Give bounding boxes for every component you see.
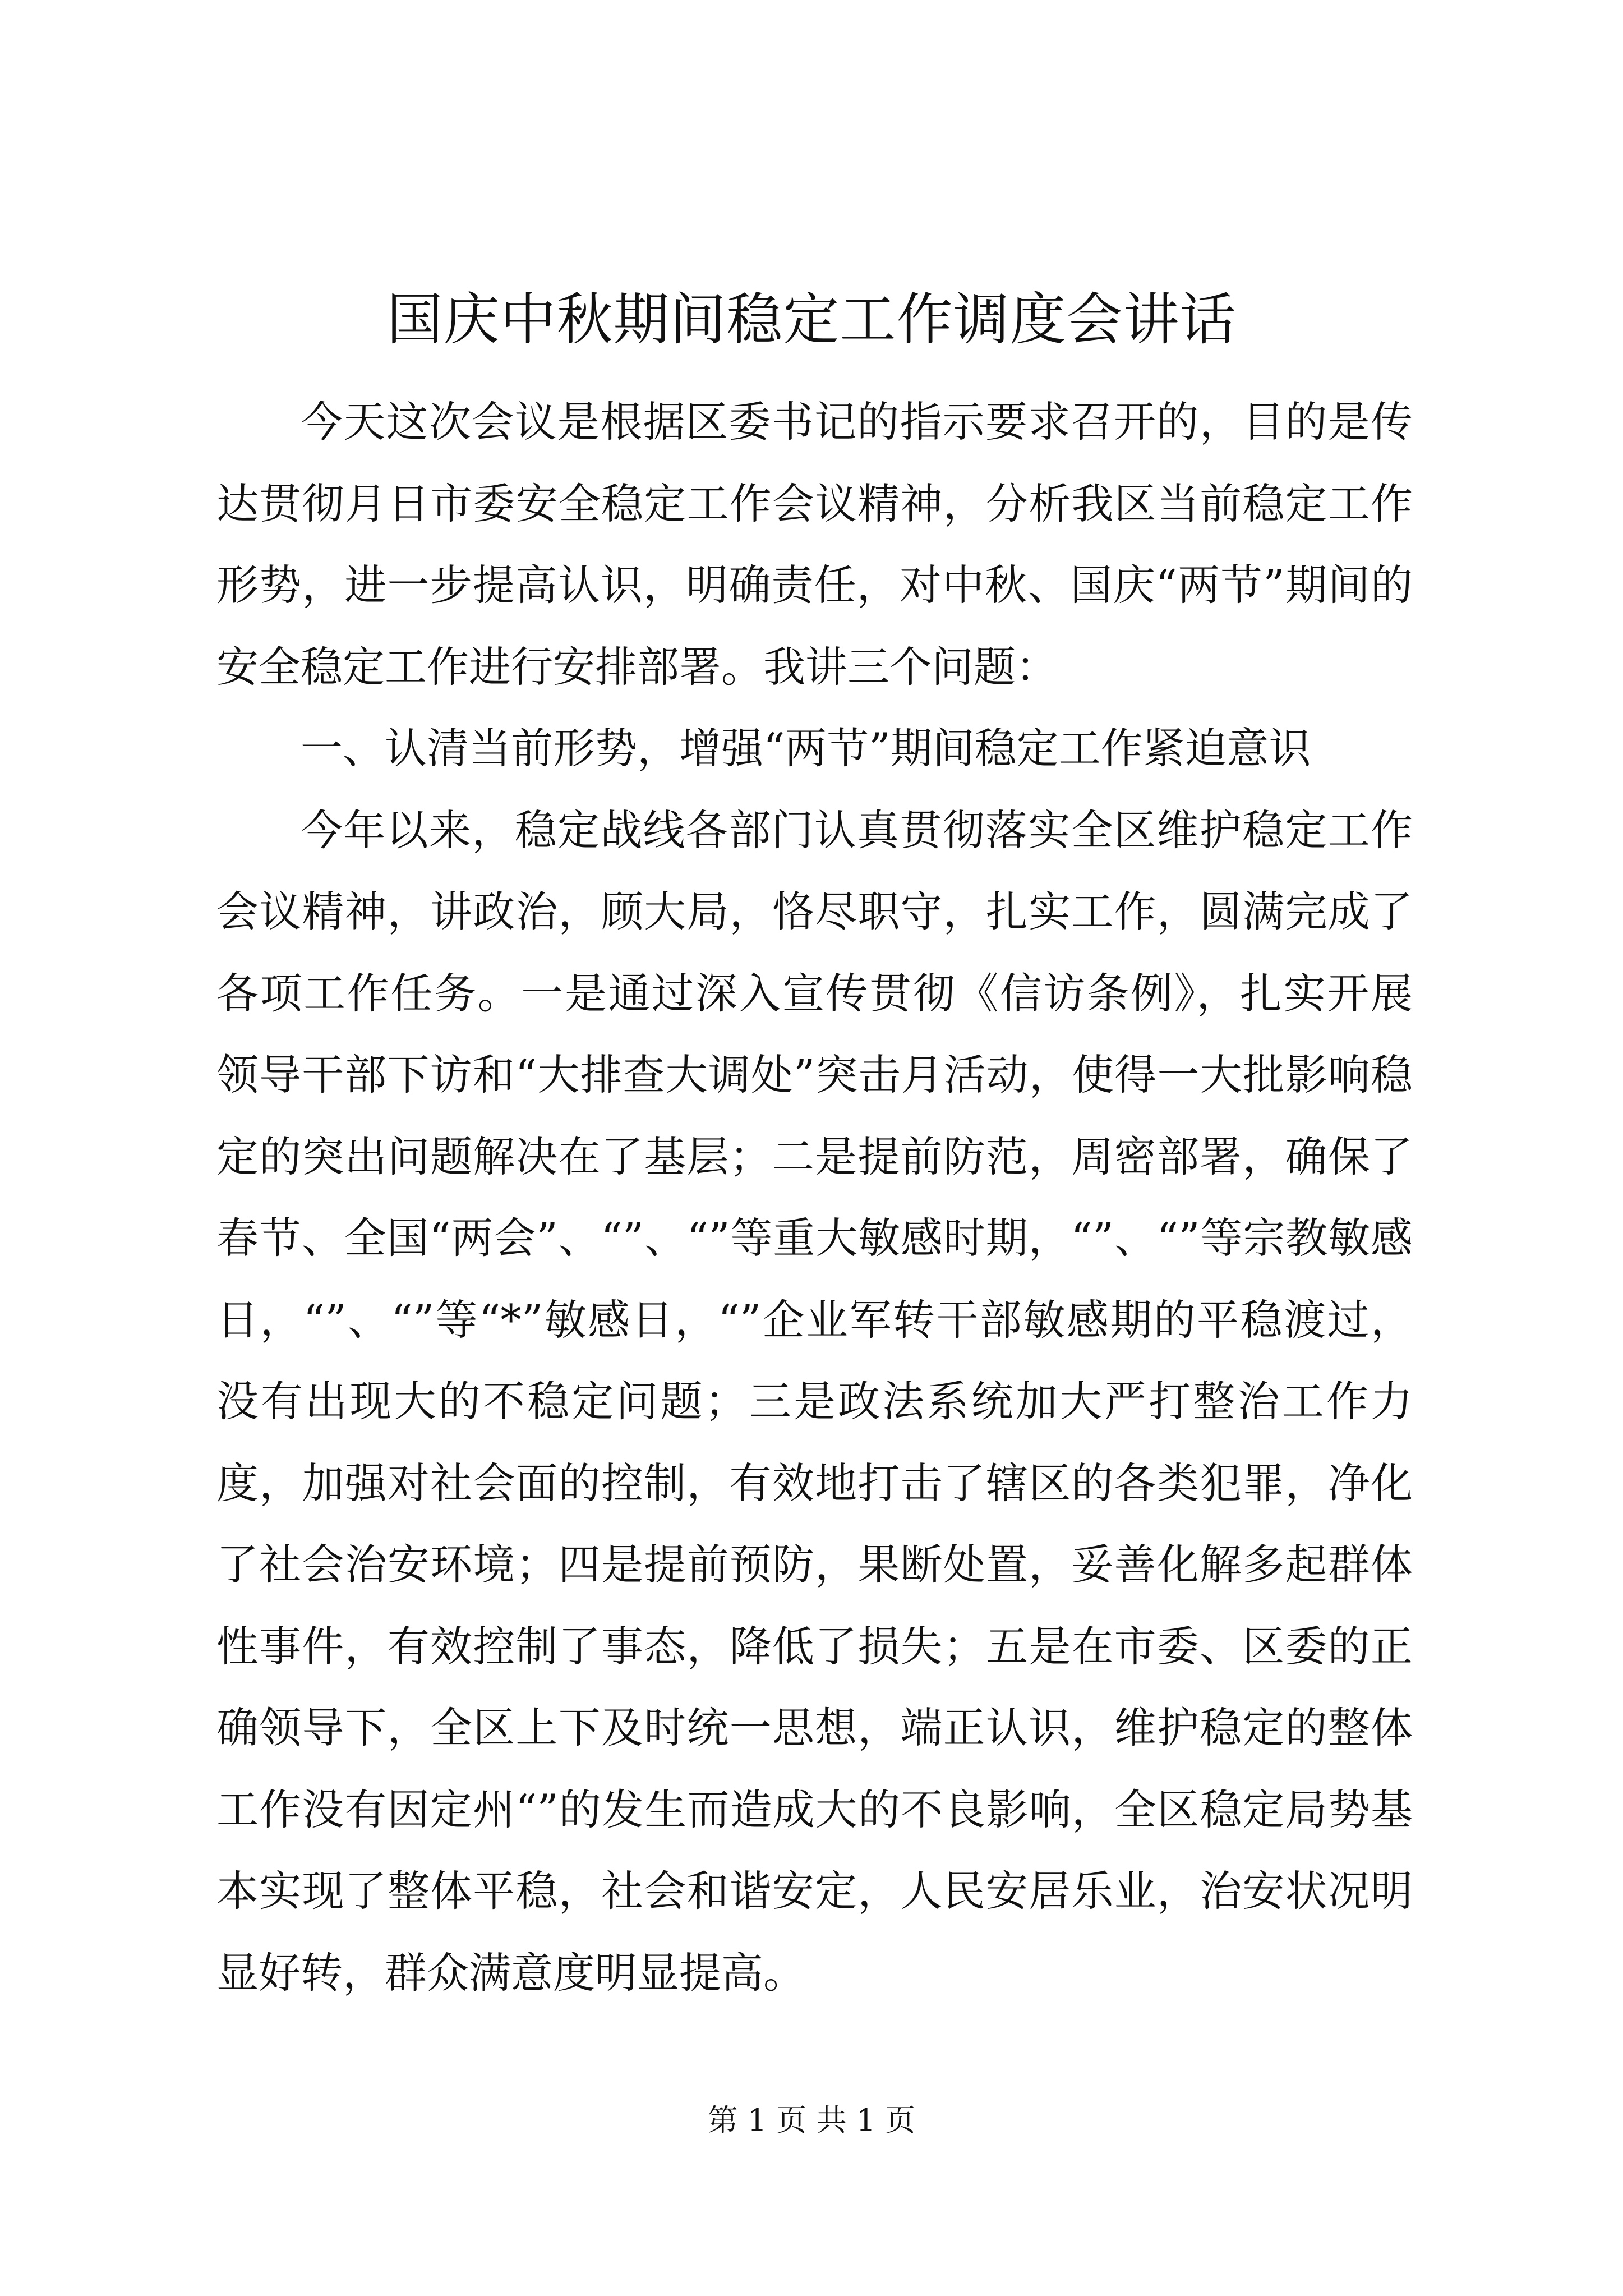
page-number-footer: 第 1 页 共 1 页 [707, 2102, 916, 2138]
paragraph-intro: 今天这次会议是根据区委书记的指示要求召开的，目的是传达贯彻月日市委安全稳定工作会议精神，分析我区当前稳定工作形势，进一步提高认识，明确责任，对中秋、国庆“两节”期间的安全稳定工作进行安排部署。我讲三个问题： [216, 397, 1413, 692]
paragraph-situation: 今年以来，稳定战线各部门认真贯彻落实全区维护稳定工作会议精神，讲政治，顾大局，恪尽职守，扎实工作，圆满完成了各项工作任务。一是通过深入宣传贯彻《信访条例》，扎实开展领导干部下访和“大排查大调处”突击月活动，使得一大批影响稳定的突出问题解决在了基层；二是提前防范，周密部署，确保了春节、全国“两会”、“”、“”等重大敏感时期，“”、“”等宗教敏感日，“”、“”等“*”敏感日，“”企业军转干部敏感期的平稳渡过，没有出现大的不稳定问题；三是政法系统加大严打整治工作力度，加强对社会面的控制，有效地打击了辖区的各类犯罪，净化了社会治安环境；四是提前预防，果断处置，妥善化解多起群体性事件，有效控制了事态，降低了损失；五是在市委、区委的正确领导下，全区上下及时统一思想，端正认识，维护稳定的整体工作没有因定州“”的发生而造成大的不良影响，全区稳定局势基本实现了整体平稳，社会和谐安定，人民安居乐业，治安状况明显好转，群众满意度明显提高。 [216, 805, 1413, 1998]
section-heading-1: 一、认清当前形势，增强“两节”期间稳定工作紧迫意识 [301, 724, 1311, 773]
document-body [216, 381, 1413, 2014]
document-title: 国庆中秋期间稳定工作调度会讲话 [386, 287, 1237, 352]
